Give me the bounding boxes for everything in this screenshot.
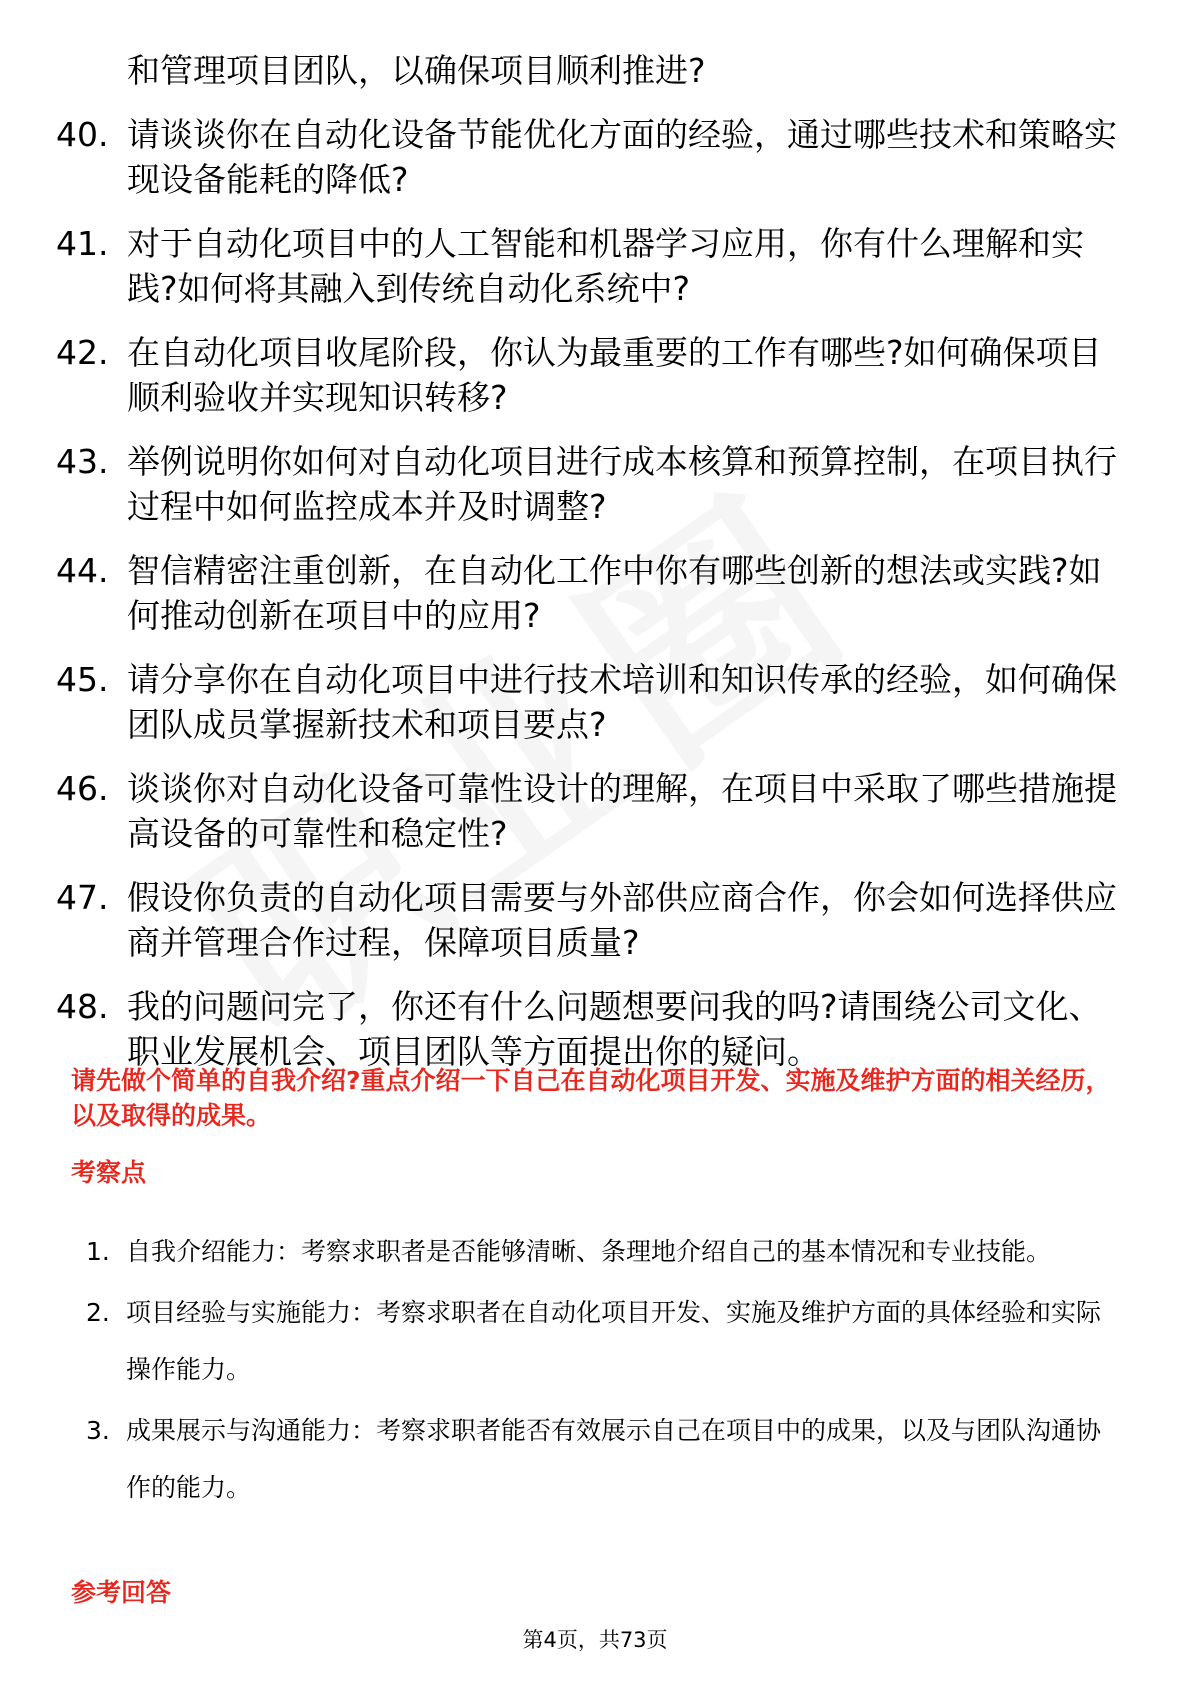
question-text: 在自动化项目收尾阶段，你认为最重要的工作有哪些?如何确保项目顺利验收并实现知识转移? (127, 333, 1102, 417)
assessment-point (0, 1223, 1116, 1280)
question-number: 45. (56, 660, 109, 699)
question-item (0, 548, 1117, 638)
question-number: 40. (56, 115, 109, 154)
question-item (0, 766, 1117, 856)
question-item (0, 439, 1117, 529)
question-list (0, 48, 1190, 1093)
point-number: 3. (86, 1416, 110, 1445)
question-item (0, 657, 1117, 747)
question-number: 46. (56, 769, 109, 808)
question-number: 47. (56, 878, 109, 917)
question-text: 谈谈你对自动化设备可靠性设计的理解，在项目中采取了哪些措施提高设备的可靠性和稳定性? (127, 769, 1117, 853)
question-number: 48. (56, 987, 109, 1026)
assessment-point (0, 1402, 1116, 1516)
question-number: 42. (56, 333, 109, 372)
assessment-points (0, 1223, 1190, 1516)
assessment-point (0, 1284, 1116, 1398)
point-text: 自我介绍能力：考察求职者是否能够清晰、条理地介绍自己的基本情况和专业技能。 (126, 1237, 1052, 1266)
question-text: 我的问题问完了，你还有什么问题想要问我的吗?请围绕公司文化、职业发展机会、项目团队等方面提出你的疑问。 (127, 987, 1102, 1071)
question-text: 请分享你在自动化项目中进行技术培训和知识传承的经验，如何确保团队成员掌握新技术和项目要点? (127, 660, 1117, 744)
question-text: 对于自动化项目中的人工智能和机器学习应用，你有什么理解和实践?如何将其融入到传统自动化系统中? (127, 224, 1084, 308)
question-item (0, 221, 1117, 311)
question-number: 44. (56, 551, 109, 590)
question-text: 请谈谈你在自动化设备节能优化方面的经验，通过哪些技术和策略实现设备能耗的降低? (127, 115, 1117, 199)
point-number: 1. (86, 1237, 110, 1266)
page-footer: 第4页，共73页 (522, 1628, 668, 1652)
point-text: 项目经验与实施能力：考察求职者在自动化项目开发、实施及维护方面的具体经验和实际操作能力。 (126, 1298, 1102, 1384)
interview-prompt: 请先做个简单的自我介绍?重点介绍一下自己在自动化项目开发、实施及维护方面的相关经历，以及取得的成果。 (71, 1066, 1111, 1130)
point-number: 2. (86, 1298, 110, 1327)
section-title-assessment: 考察点 (71, 1158, 147, 1187)
question-text: 智信精密注重创新，在自动化工作中你有哪些创新的想法或实践?如何推动创新在项目中的应用? (127, 551, 1102, 635)
question-text: 举例说明你如何对自动化项目进行成本核算和预算控制，在项目执行过程中如何监控成本并及时调整? (127, 442, 1117, 526)
question-number: 43. (56, 442, 109, 481)
question-item (0, 330, 1117, 420)
question-text: 假设你负责的自动化项目需要与外部供应商合作，你会如何选择供应商并管理合作过程，保障项目质量? (127, 878, 1117, 962)
question-text: 和管理项目团队，以确保项目顺利推进? (127, 51, 706, 90)
question-number: 41. (56, 224, 109, 263)
question-item (0, 984, 1117, 1074)
question-item (0, 875, 1117, 965)
section-title-reference-answer: 参考回答 (71, 1578, 172, 1607)
point-text: 成果展示与沟通能力：考察求职者能否有效展示自己在项目中的成果，以及与团队沟通协作的能力。 (126, 1416, 1102, 1502)
question-item (0, 48, 1117, 93)
question-item (0, 112, 1117, 202)
